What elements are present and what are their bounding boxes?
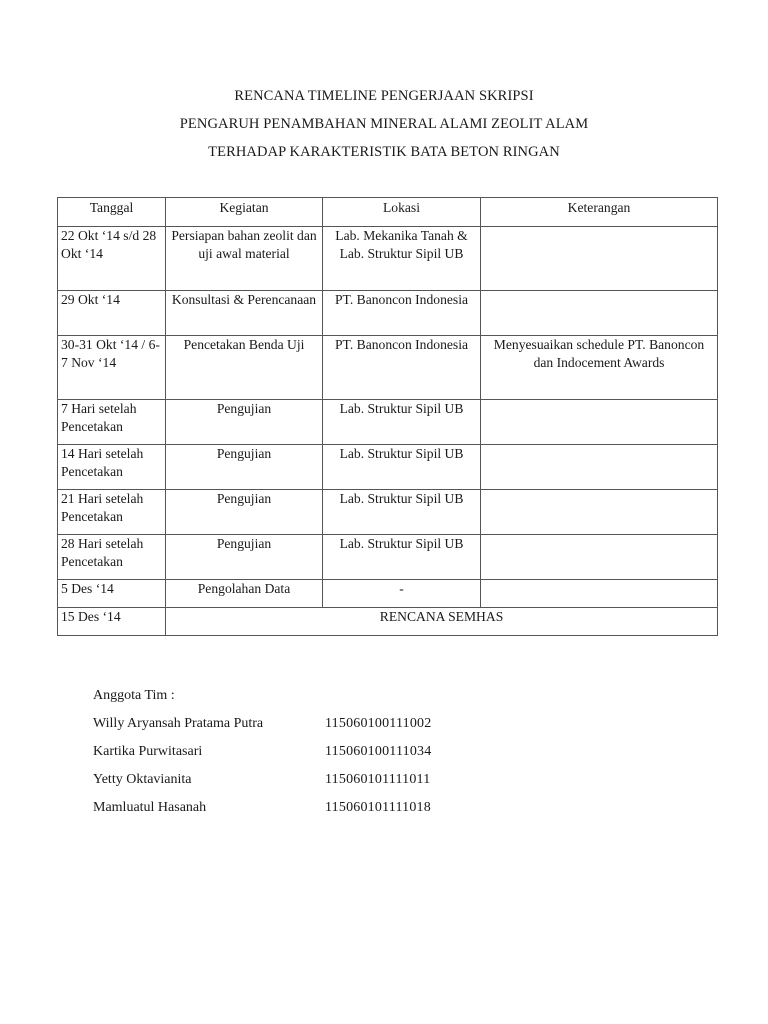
member-name: Willy Aryansah Pratama Putra [93,716,264,731]
cell-tanggal: 21 Hari setelah Pencetakan [58,490,166,535]
title-line-2: PENGARUH PENAMBAHAN MINERAL ALAMI ZEOLIT ALAM [179,116,589,132]
cell-tanggal: 7 Hari setelah Pencetakan [58,400,166,445]
cell-lokasi: Lab. Mekanika Tanah & Lab. Struktur Sipil UB [323,227,481,291]
team-section [93,686,431,826]
table-row [58,227,718,291]
cell-lokasi: PT. Banoncon Indonesia [323,336,481,400]
team-member [93,770,431,798]
header-kegiatan: Kegiatan [166,198,323,227]
cell-keterangan [481,400,718,445]
cell-kegiatan: Pengujian [166,490,323,535]
cell-lokasi: Lab. Struktur Sipil UB [323,490,481,535]
cell-tanggal: 30-31 Okt ‘14 / 6-7 Nov ‘14 [58,336,166,400]
cell-tanggal: 29 Okt ‘14 [58,291,166,336]
cell-merged-semhas: RENCANA SEMHAS [166,608,718,636]
title-line-1: RENCANA TIMELINE PENGERJAAN SKRIPSI [234,88,534,104]
cell-lokasi: Lab. Struktur Sipil UB [323,400,481,445]
cell-keterangan [481,445,718,490]
timeline-table [57,197,718,636]
member-name: Kartika Purwitasari [93,744,203,759]
table-row [58,400,718,445]
member-id: 115060101111018 [325,800,431,815]
cell-tanggal: 15 Des ‘14 [58,608,166,636]
cell-kegiatan: Konsultasi & Perencanaan [166,291,323,336]
header-keterangan: Keterangan [481,198,718,227]
table-header-row [58,198,718,227]
team-member [93,798,431,826]
title-line-3: TERHADAP KARAKTERISTIK BATA BETON RINGAN [208,144,560,160]
member-name: Yetty Oktavianita [93,772,192,787]
cell-keterangan [481,490,718,535]
table-row-final [58,608,718,636]
header-tanggal: Tanggal [58,198,166,227]
cell-tanggal: 14 Hari setelah Pencetakan [58,445,166,490]
cell-keterangan [481,227,718,291]
table-row [58,445,718,490]
cell-tanggal: 28 Hari setelah Pencetakan [58,535,166,580]
team-member [93,714,431,742]
cell-kegiatan: Pengujian [166,400,323,445]
team-heading: Anggota Tim : [93,688,175,703]
cell-lokasi: Lab. Struktur Sipil UB [323,445,481,490]
cell-lokasi: PT. Banoncon Indonesia [323,291,481,336]
cell-kegiatan: Persiapan bahan zeolit dan uji awal material [166,227,323,291]
cell-lokasi: - [323,580,481,608]
member-id: 115060100111002 [325,716,432,731]
member-id: 115060101111011 [325,772,431,787]
member-name: Mamluatul Hasanah [93,800,207,815]
cell-lokasi: Lab. Struktur Sipil UB [323,535,481,580]
cell-keterangan [481,580,718,608]
table-row [58,490,718,535]
header-lokasi: Lokasi [323,198,481,227]
table-row [58,535,718,580]
table-row [58,580,718,608]
cell-kegiatan: Pengujian [166,535,323,580]
cell-keterangan [481,291,718,336]
cell-kegiatan: Pengujian [166,445,323,490]
cell-keterangan [481,535,718,580]
team-member [93,742,431,770]
cell-tanggal: 22 Okt ‘14 s/d 28 Okt ‘14 [58,227,166,291]
cell-kegiatan: Pencetakan Benda Uji [166,336,323,400]
document-title [0,86,768,170]
cell-kegiatan: Pengolahan Data [166,580,323,608]
table-row [58,336,718,400]
table-row [58,291,718,336]
cell-keterangan: Menyesuaikan schedule PT. Banoncon dan Indocement Awards [481,336,718,400]
member-id: 115060100111034 [325,744,432,759]
cell-tanggal: 5 Des ‘14 [58,580,166,608]
